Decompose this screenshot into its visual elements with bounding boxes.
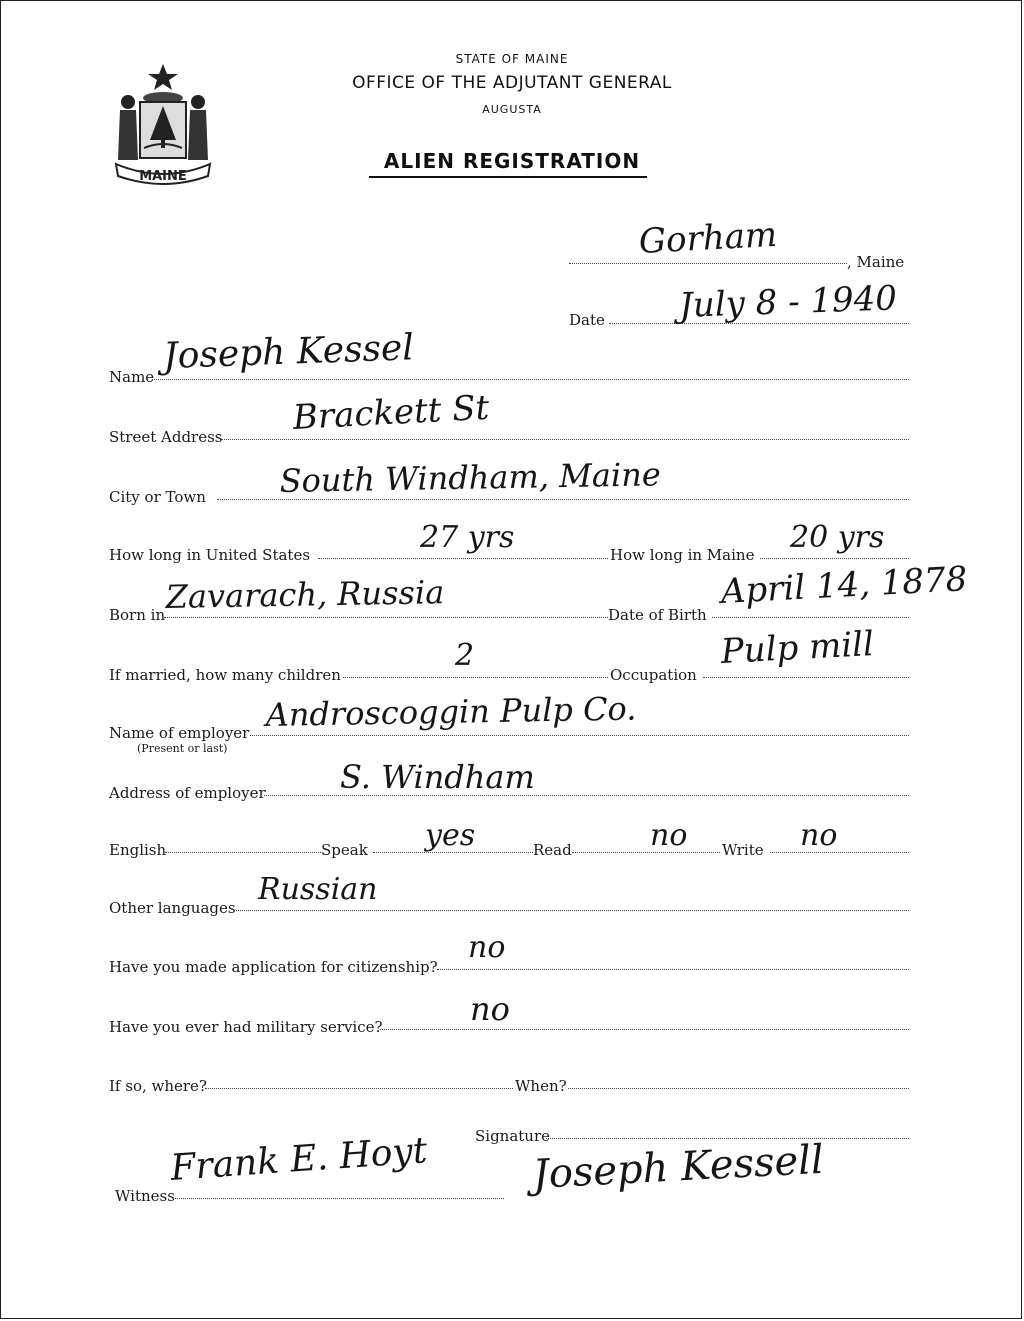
citizenship-label: Have you made application for citizenship? [109,958,438,976]
occupation-field[interactable] [703,677,909,678]
header-office: OFFICE OF THE ADJUTANT GENERAL [352,73,672,93]
how-long-us-value: 27 yrs [420,520,515,555]
date-value: July 8 - 1940 [678,278,898,326]
write-label: Write [722,841,764,859]
other-languages-value: Russian [258,872,378,907]
svg-text:MAINE: MAINE [139,169,187,184]
street-label: Street Address [109,428,223,446]
write-value: no [800,818,838,853]
english-field[interactable] [165,852,321,853]
how-long-maine-label: How long in Maine [610,546,755,564]
dob-label: Date of Birth [608,606,707,624]
town-value: Gorham [637,214,779,262]
when-field[interactable] [568,1088,909,1089]
military-label: Have you ever had military service? [109,1018,383,1036]
header-state: STATE OF MAINE [455,52,569,66]
write-field[interactable] [770,852,909,853]
born-in-label: Born in [109,606,166,624]
military-field[interactable] [380,1029,909,1030]
citizenship-value: no [468,930,506,965]
other-languages-label: Other languages [109,899,236,917]
name-label: Name [109,368,155,386]
signature-label: Signature [475,1127,551,1145]
name-value: Joseph Kessel [162,327,415,377]
how-long-maine-field[interactable] [760,558,909,559]
form-title: ALIEN REGISTRATION [383,149,641,173]
maine-label: , Maine [847,253,905,271]
date-label: Date [569,311,605,329]
occupation-label: Occupation [610,666,697,684]
children-value: 2 [455,638,475,673]
witness-label: Witness [115,1187,175,1205]
employer-field[interactable] [250,735,909,736]
employer-address-value: S. Windham [340,758,535,796]
where-field[interactable] [205,1088,513,1089]
other-languages-field[interactable] [236,910,909,911]
dob-value: April 14, 1878 [719,559,969,612]
read-label: Read [533,841,572,859]
street-value: Brackett St [291,387,491,438]
town-field[interactable] [569,263,847,264]
children-label: If married, how many children [109,666,341,684]
how-long-us-field[interactable] [318,558,608,559]
header-city: AUGUSTA [482,103,542,116]
city-value: South Windham, Maine [279,455,662,500]
occupation-value: Pulp mill [719,624,875,672]
speak-value: yes [425,818,476,853]
witness-value: Frank E. Hoyt [169,1130,429,1189]
born-in-value: Zavarach, Russia [165,573,445,616]
title-underline [369,176,647,178]
read-value: no [650,818,688,853]
signature-field[interactable] [546,1138,909,1139]
military-value: no [470,990,510,1028]
employer-label: Name of employer [109,724,250,742]
children-field[interactable] [343,677,608,678]
where-label: If so, where? [109,1077,207,1095]
dob-field[interactable] [712,617,909,618]
citizenship-field[interactable] [437,969,909,970]
read-field[interactable] [572,852,720,853]
born-in-field[interactable] [164,617,608,618]
employer-sublabel: (Present or last) [137,742,228,755]
signature-value: Joseph Kessell [531,1136,825,1198]
employer-address-label: Address of employer [109,784,266,802]
witness-field[interactable] [173,1198,504,1199]
how-long-maine-value: 20 yrs [790,520,885,555]
city-label: City or Town [109,488,206,506]
when-label: When? [515,1077,567,1095]
street-field[interactable] [221,439,909,440]
english-label: English [109,841,167,859]
employer-value: Androscoggin Pulp Co. [265,689,637,734]
how-long-us-label: How long in United States [109,546,311,564]
name-field[interactable] [152,379,909,380]
speak-label: Speak [321,841,368,859]
